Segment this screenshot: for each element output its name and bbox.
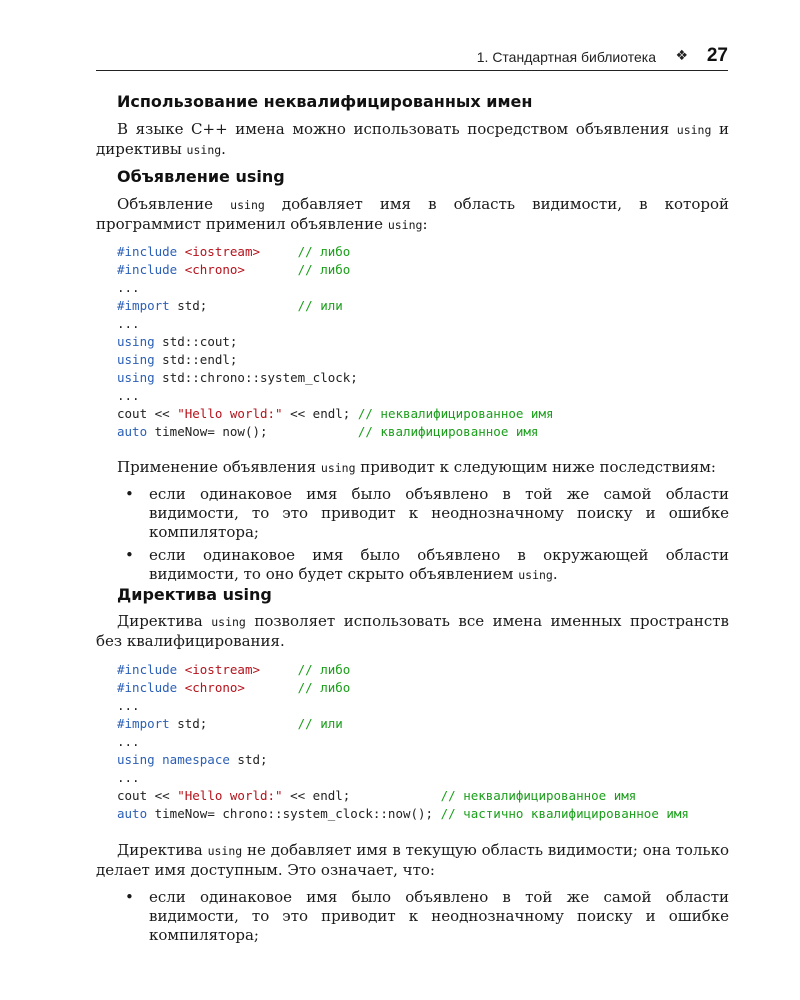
- code-keyword: #import: [117, 716, 170, 731]
- code-keyword: using namespace: [117, 752, 230, 767]
- code-comment: // или: [297, 298, 343, 313]
- code-keyword: #import: [117, 298, 170, 313]
- inline-code: using: [518, 568, 553, 582]
- code-string: "Hello world:": [177, 788, 283, 803]
- code-line: [117, 805, 689, 823]
- inline-code: using: [676, 123, 712, 137]
- code-text: cout <<: [117, 406, 178, 421]
- code-comment: // неквалифицированное имя: [357, 406, 554, 421]
- inline-code: using: [387, 218, 423, 232]
- code-text: std::chrono::system_clock;: [154, 370, 358, 385]
- code-comment: // либо: [297, 262, 351, 277]
- bullet-icon: •: [125, 546, 134, 564]
- paragraph-intro: [96, 120, 729, 160]
- code-line: [117, 661, 689, 679]
- text-run: если одинаковое имя было объявлено в окружающей области видимости, то оно будет скрыто объявлением: [149, 546, 729, 583]
- code-string: <chrono>: [184, 680, 245, 695]
- code-comment: // неквалифицированное имя: [440, 788, 637, 803]
- code-text: std;: [169, 298, 298, 313]
- code-text: ...: [117, 734, 140, 749]
- code-text: ...: [117, 388, 140, 403]
- bullet-icon: •: [125, 888, 134, 906]
- text-run: .: [221, 140, 226, 158]
- code-comment: // либо: [297, 662, 351, 677]
- inline-code: using: [186, 143, 222, 157]
- code-line: [117, 387, 554, 405]
- code-comment: // или: [297, 716, 343, 731]
- code-text: timeNow= now();: [147, 424, 358, 439]
- code-keyword: auto: [117, 424, 148, 439]
- code-string: <iostream>: [184, 244, 260, 259]
- code-line: [117, 405, 554, 423]
- code-comment: // частично квалифицированное имя: [440, 806, 689, 821]
- code-comment: // либо: [297, 680, 351, 695]
- text-run: не добавляет имя в текущую область видимости; она только делает имя доступным. Это означает, что:: [96, 841, 730, 879]
- text-run: Применение объявления: [117, 458, 321, 476]
- code-text: [245, 262, 298, 277]
- section-heading-unqualified-names: Использование неквалифицированных имен: [117, 92, 533, 111]
- code-line: [117, 697, 689, 715]
- code-keyword: #include: [117, 244, 185, 259]
- diamond-ornament-icon: ❖: [675, 48, 688, 64]
- inline-code: using: [320, 461, 356, 475]
- section-heading-using-declaration: Объявление using: [117, 167, 285, 186]
- code-line: [117, 315, 554, 333]
- list-item: [117, 485, 729, 542]
- code-line: [117, 751, 689, 769]
- code-line: [117, 351, 554, 369]
- text-run: .: [552, 565, 558, 583]
- code-text: << endl;: [282, 788, 441, 803]
- running-header: [96, 45, 728, 71]
- code-string: "Hello world:": [177, 406, 283, 421]
- code-line: [117, 261, 554, 279]
- code-text: [245, 680, 298, 695]
- code-string: <iostream>: [184, 662, 260, 677]
- section-heading-using-directive: Директива using: [117, 585, 272, 604]
- paragraph-using-directive: [96, 612, 729, 651]
- code-text: ...: [117, 316, 140, 331]
- code-keyword: #include: [117, 680, 185, 695]
- code-text: std;: [169, 716, 298, 731]
- text-run: позволяет использовать все имена именных пространств без квалифицирования.: [96, 612, 730, 650]
- code-line: [117, 769, 689, 787]
- text-run: приводит к следующим ниже последствиям:: [355, 458, 716, 476]
- code-line: [117, 787, 689, 805]
- code-line: [117, 423, 554, 441]
- list-item: [117, 546, 729, 585]
- code-line: [117, 679, 689, 697]
- paragraph-using-declaration: [96, 195, 729, 235]
- inline-code: using: [211, 615, 246, 629]
- code-line: [117, 297, 554, 315]
- bullet-list-declaration: [117, 485, 729, 589]
- code-line: [117, 243, 554, 261]
- list-item: [117, 888, 729, 945]
- code-comment: // квалифицированное имя: [357, 424, 539, 439]
- code-text: timeNow= chrono::system_clock::now();: [147, 806, 441, 821]
- text-run: В языке C++ имена можно использовать посредством объявления: [117, 120, 677, 138]
- code-keyword: using: [117, 334, 155, 349]
- paragraph-directive-meaning: [96, 841, 729, 880]
- code-text: std;: [229, 752, 268, 767]
- text-run: Объявление: [117, 195, 231, 213]
- code-text: [260, 244, 298, 259]
- code-text: [260, 662, 298, 677]
- text-run: Директива: [117, 612, 212, 630]
- code-text: ...: [117, 698, 140, 713]
- text-run: :: [422, 215, 428, 233]
- inline-code: using: [230, 198, 265, 212]
- code-line: [117, 715, 689, 733]
- code-text: ...: [117, 770, 140, 785]
- code-text: cout <<: [117, 788, 178, 803]
- text-run: и директивы: [96, 120, 729, 158]
- code-block-using-declaration: [117, 243, 554, 441]
- text-run: если одинаковое имя было объявлено в той же самой области видимости, то это приводит к неоднозначному поиску и ошибке компилятора;: [149, 888, 729, 944]
- code-block-using-directive: [117, 661, 689, 823]
- code-line: [117, 279, 554, 297]
- code-text: ...: [117, 280, 140, 295]
- chapter-title: 1. Стандартная библиотека: [476, 49, 656, 65]
- code-line: [117, 333, 554, 351]
- bullet-list-directive: [117, 888, 729, 949]
- code-text: << endl;: [282, 406, 358, 421]
- code-keyword: #include: [117, 662, 185, 677]
- paragraph-consequences: [117, 458, 729, 478]
- code-keyword: #include: [117, 262, 185, 277]
- page-number: 27: [706, 45, 728, 66]
- inline-code: using: [207, 844, 243, 858]
- text-run: если одинаковое имя было объявлено в той же самой области видимости, то это приводит к неоднозначному поиску и ошибке компилятора;: [149, 485, 729, 541]
- code-keyword: using: [117, 370, 155, 385]
- code-keyword: auto: [117, 806, 148, 821]
- code-string: <chrono>: [184, 262, 245, 277]
- code-text: std::endl;: [154, 352, 238, 367]
- text-run: добавляет имя в область видимости, в которой программист применил объявление: [96, 195, 729, 233]
- code-keyword: using: [117, 352, 155, 367]
- code-line: [117, 733, 689, 751]
- bullet-icon: •: [125, 485, 134, 503]
- text-run: Директива: [117, 841, 208, 859]
- code-comment: // либо: [297, 244, 351, 259]
- code-line: [117, 369, 554, 387]
- code-text: std::cout;: [154, 334, 238, 349]
